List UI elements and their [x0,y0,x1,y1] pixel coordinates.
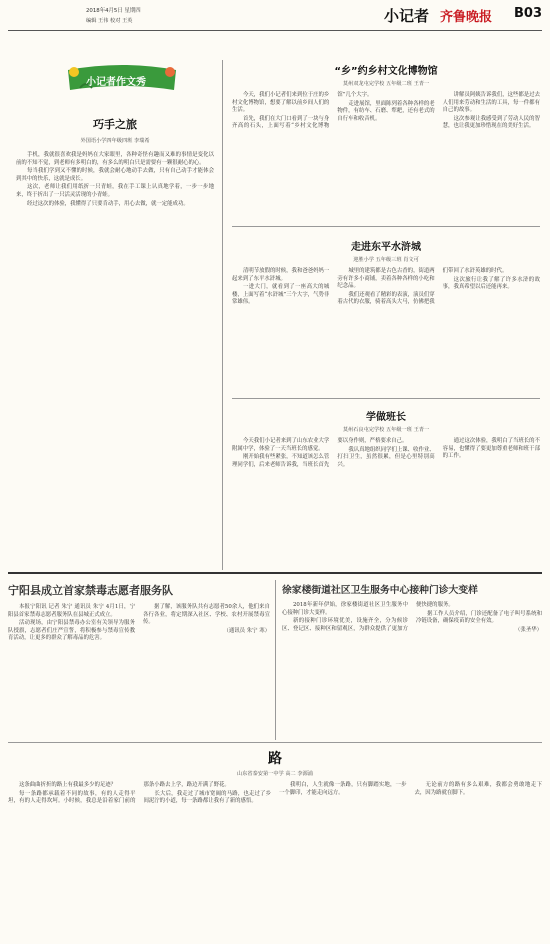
article-2-paragraph: 这次参观让我感受到了劳动人民的智慧，也让我更加珍惜现在的美好生活。 [442,115,540,130]
article-1-paragraph: 每当我们学到又不懂的时候，我就会耐心地动手去做，只有自己动手才能体会到其中的快乐，这就是成长。 [16,168,214,182]
article-1 [16,116,214,209]
bottom-essay-body [8,782,542,806]
bottom-essay-title: 路 [268,751,282,767]
news-2-title: 徐家楼街道社区卫生服务中心接种门诊大变样 [282,585,478,596]
article-3-paragraph: 一进大门，就看到了一座高大的城楼，上面写着“水浒城”三个大字，气势非常雄伟。 [232,284,330,306]
news-1-body [8,604,270,643]
news-1-paragraph: 本报宁阳讯 记者 朱宁 通讯员 朱宁 4月1日，宁阳县首家禁毒志愿者服务队在县城正式成立。 [8,604,135,618]
bottom-essay-paragraph: 长大后，我走过了城市宽阔的马路，也走过了乡间泥泞的小道，每一条路都让我有了新的感悟。 [143,790,271,805]
masthead-rule [8,30,542,31]
bottom-essay-paragraph: 这条曲曲折折的路上有我最多少的足迹？ [19,782,117,788]
bottom-essay [8,748,542,806]
article-1-byline: 外国语小学四年级四班 李瑞希 [80,138,150,144]
section-thick-rule [8,572,542,574]
article-3-paragraph: 清明节放假的时候，我和爸爸妈妈一起来到了东平水浒城。 [232,268,330,282]
article-2-paragraph: 首先，我们在大门口看到了一块与身齐高的石头，上面写着“乡村文化博物馆”几个大字。 [232,92,373,130]
article-1-paragraph: 这次，老师让我们用纸折一只青蛙，我在手工课上认真地学着，一步一步地来，终于折出了一只活灵活现的小青蛙。 [16,184,214,198]
article-2-paragraph: 今天，我们小记者们来到位于庄的乡村文化博物馆，想要了解以前乡间人们的生活。 [232,92,330,114]
news-2-credit: （张圣华） [515,626,542,633]
article-2-paragraph: 走进展馆，里面陈列着各种各样的老物件，有纺车、石磨、犁耙，还有老式的自行车和收音机。 [337,100,435,122]
issue-date: 2018年4月5日 星期四 [86,8,141,14]
page-number: B03 [514,6,542,21]
article-4 [232,408,540,469]
news-1-title: 宁阳县成立首家禁毒志愿者服务队 [8,584,173,597]
article-4-title: 学做班长 [366,412,406,423]
editor-credits: 编辑 王伟 校对 王英 [86,18,133,24]
article-4-body [232,438,540,469]
article-1-body [16,152,214,208]
article-4-paragraph: 通过这次体验，我明白了当班长的不容易，也懂得了要更加尊重老师和班干部的工作。 [442,438,540,460]
news-1-paragraph: 活动现场，由宁阳县禁毒办公室有关领导为服务队授旗，志愿者们庄严宣誓，将积极参与禁毒宣传教育活动，让更多的群众了解毒品的危害。 [8,620,135,642]
newspaper-logo: 齐鲁晚报 [440,10,493,25]
news-1-paragraph: 据了解，该服务队共有志愿者50余人，他们来自各行各业，将定期深入社区、学校、农村开展禁毒宣传。 [143,604,270,626]
column-divider [275,580,276,740]
article-3-byline: 迎胜小学 五年级三班 肖文可 [353,257,419,263]
section-divider [232,398,540,399]
article-2-title: “乡”约乡村文化博物馆 [334,66,438,77]
bottom-essay-paragraph: 每一条路都承载着不同的故事，有的人走得平坦，有的人走得坎坷。小时候，我总是沿着家门前的那条小路去上学，路边开满了野花。 [8,782,230,805]
article-1-paragraph: 手机，我就很喜欢我是妈妈在大家眼里，各种奇怪有趣而又难的事情是变化以前的不知不觉，到老师有多明白的，有多么的明白只是需要有一颗很耐心的心。 [16,152,214,166]
news-1-credit: （通讯员 朱宁 寒） [223,627,270,634]
article-3-paragraph: 城里的建筑都是古色古香的，街道两旁有许多小商铺，卖着各种各样的小吃和纪念品。 [337,268,435,290]
article-3-body [232,268,540,307]
section-divider [8,742,542,743]
section-divider [232,226,540,227]
article-4-paragraph: 我认真地组织同学们上课、收作业、打扫卫生，虽然很累，但是心里特别高兴。 [337,446,435,468]
article-2-paragraph: 讲解员阿姨告诉我们，这些都是过去人们用来劳动和生活的工具，每一件都有自己的故事。 [442,92,540,114]
bottom-essay-paragraph: 无论前方的路有多么艰难，我都会勇敢地走下去，因为路就在脚下。 [414,782,542,796]
article-3 [232,238,540,307]
news-2-paragraph: 2018年新年伊始，徐家楼街道社区卫生服务中心接种门诊大变样。 [282,602,408,616]
column-divider [222,60,223,570]
article-1-paragraph: 经过这次的体验，我懂得了只要肯动手，用心去做，就一定能成功。 [27,200,189,207]
news-2-body [282,602,542,634]
column-banner [66,64,178,94]
bottom-essay-byline: 山东省泰安第一中学 高二 李源浦 [237,771,313,777]
section-name: 小记者 [384,7,430,25]
article-2-byline: 莫州双龙屯完学校 五年级二班 王青一 [342,81,430,87]
article-3-paragraph: 这次旅行让我了解了许多水浒的故事，我真希望以后还能再来。 [442,276,540,291]
bottom-essay-paragraph: 我明白，人生就像一条路，只有脚踏实地，一步一个脚印，才能走向远方。 [279,782,407,796]
article-2-body [232,92,540,131]
article-2 [232,62,540,131]
banner-title: 小记者作文秀 [86,77,146,88]
article-1-title: 巧手之旅 [93,118,137,131]
article-4-paragraph: 今天我们小记者来到了山东农业大学附属中学，体验了一天当班长的感觉。 [232,438,330,452]
news-2-paragraph: 据工作人员介绍，门诊还配备了电子叫号系统和冷链设备，确保疫苗的安全有效。 [416,610,542,625]
news-2-paragraph: 新的接种门诊环境优美，设施齐全，分为候诊区、登记区、接种区和留观区，为群众提供了更加方便快捷的服务。 [282,602,454,632]
article-3-title: 走进东平水浒城 [351,242,421,253]
news-1 [8,582,270,643]
article-3-paragraph: 我们还观看了精彩的表演，演员们穿着古代的衣服，骑着高头大马，仿佛把我们带回了水浒英雄的时代。 [337,268,508,306]
article-4-byline: 莫州石良屯完学校 五年级一班 王青一 [342,427,430,433]
news-2 [282,582,542,634]
article-4-paragraph: 刚开始我有些紧张，不知道该怎么管理同学们，后来老师告诉我，当班长首先要以身作则，严格要求自己。 [232,438,408,468]
